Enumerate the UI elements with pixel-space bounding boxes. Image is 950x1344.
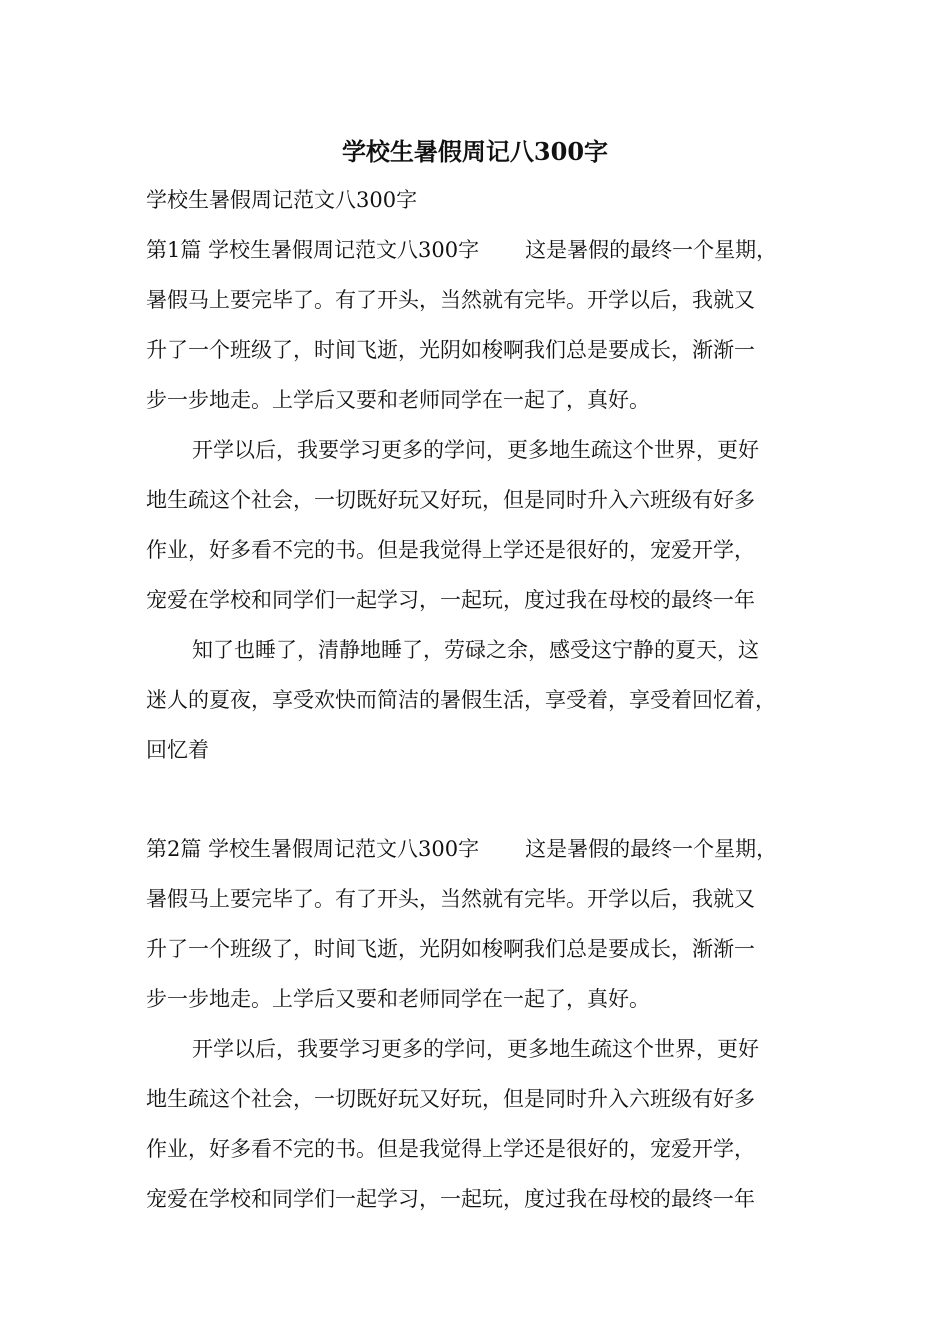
paragraph-line: 回忆着	[146, 738, 209, 762]
paragraph-line: 开学以后，我要学习更多的学问，更多地生疏这个世界，更好	[192, 438, 759, 462]
paragraph-line: 知了也睡了，清静地睡了，劳碌之余，感受这宁静的夏天，这	[192, 638, 759, 662]
paragraph-line: 开学以后，我要学习更多的学问，更多地生疏这个世界，更好	[192, 1037, 759, 1061]
paragraph-line: 迷人的夏夜，享受欢快而简洁的暑假生活，享受着，享受着回忆着，	[146, 688, 776, 712]
paragraph-line: 升了一个班级了，时间飞逝，光阴如梭啊我们总是要成长，渐渐一	[146, 338, 755, 362]
section-2-first-line	[146, 834, 777, 864]
document-title: 学校生暑假周记八300字	[341, 137, 609, 166]
paragraph-line: 宠爱在学校和同学们一起学习，一起玩，度过我在母校的最终一年	[146, 1187, 755, 1211]
paragraph-line: 作业，好多看不完的书。但是我觉得上学还是很好的，宠爱开学，	[146, 1137, 755, 1161]
paragraph-line: 暑假马上要完毕了。有了开头，当然就有完毕。开学以后，我就又	[146, 288, 755, 312]
paragraph-line: 宠爱在学校和同学们一起学习，一起玩，度过我在母校的最终一年	[146, 588, 755, 612]
document-subtitle: 学校生暑假周记范文八300字	[146, 188, 418, 212]
paragraph-line: 步一步地走。上学后又要和老师同学在一起了，真好。	[146, 388, 650, 412]
paragraph-line: 地生疏这个社会，一切既好玩又好玩，但是同时升入六班级有好多	[146, 1087, 755, 1111]
paragraph-line: 地生疏这个社会，一切既好玩又好玩，但是同时升入六班级有好多	[146, 488, 755, 512]
paragraph-line: 这是暑假的最终一个星期，	[525, 238, 778, 262]
paragraph-line: 作业，好多看不完的书。但是我觉得上学还是很好的，宠爱开学，	[146, 538, 755, 562]
section-1-first-line	[146, 235, 777, 265]
section-2-heading: 第2篇 学校生暑假周记范文八300字	[146, 837, 480, 861]
paragraph-line: 步一步地走。上学后又要和老师同学在一起了，真好。	[146, 987, 650, 1011]
paragraph-line: 这是暑假的最终一个星期，	[525, 837, 778, 861]
paragraph-line: 升了一个班级了，时间飞逝，光阴如梭啊我们总是要成长，渐渐一	[146, 937, 755, 961]
paragraph-line: 暑假马上要完毕了。有了开头，当然就有完毕。开学以后，我就又	[146, 887, 755, 911]
section-1-heading: 第1篇 学校生暑假周记范文八300字	[146, 238, 480, 262]
